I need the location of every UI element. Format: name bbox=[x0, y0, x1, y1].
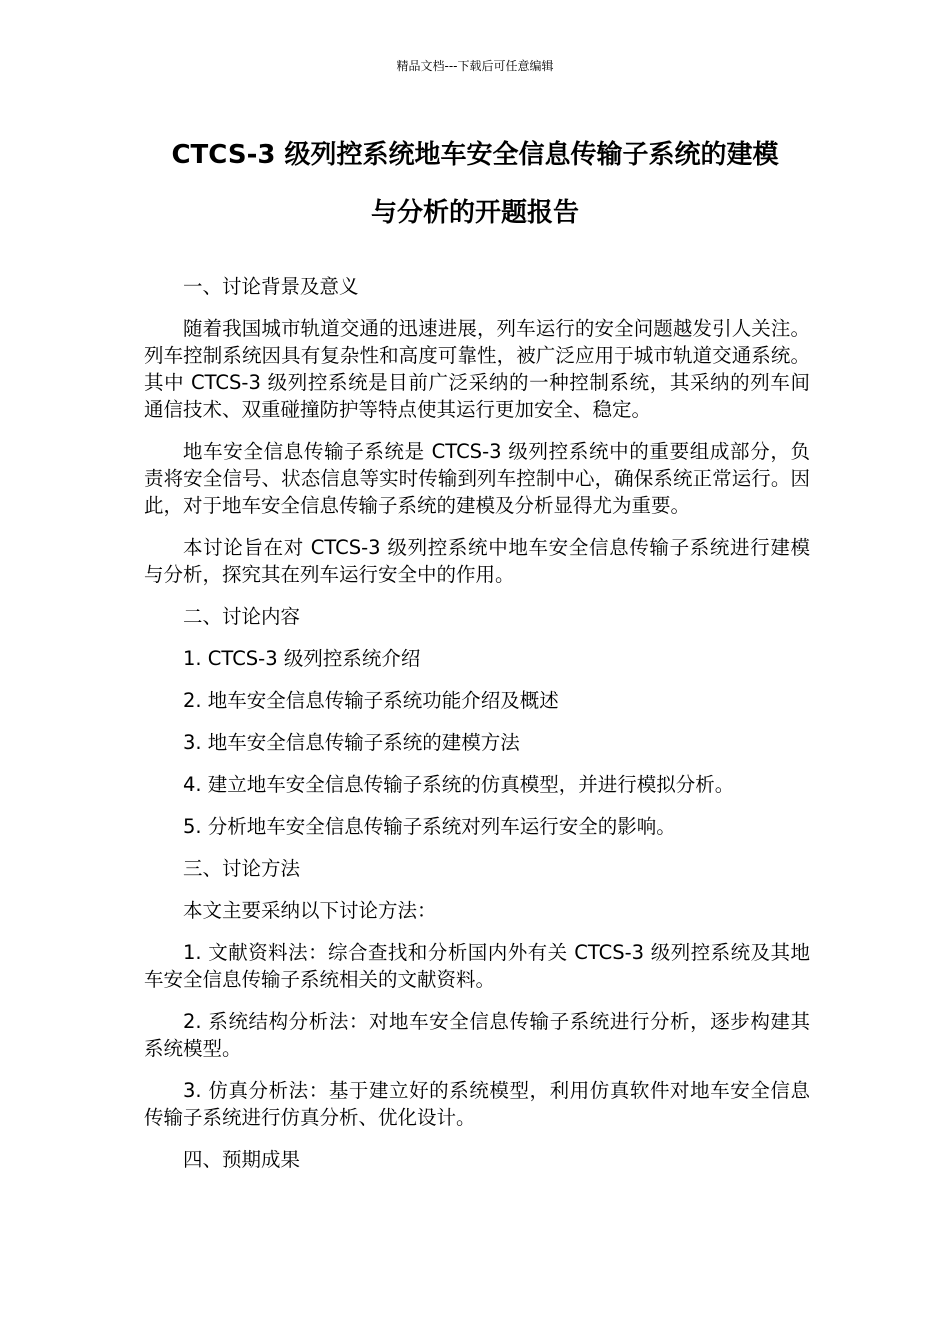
section-heading-content: 二、讨论内容 bbox=[183, 605, 301, 628]
document-title-line-1: CTCS-3 级列控系统地车安全信息传输子系统的建模 bbox=[171, 140, 779, 170]
section-heading-outcomes: 四、预期成果 bbox=[183, 1148, 301, 1171]
list-item: 3. 地车安全信息传输子系统的建模方法 bbox=[183, 731, 520, 754]
list-item: 4. 建立地车安全信息传输子系统的仿真模型，并进行模拟分析。 bbox=[183, 773, 735, 796]
document-body bbox=[144, 273, 810, 1173]
body-paragraph: 地车安全信息传输子系统是 CTCS-3 级列控系统中的重要组成部分，负责将安全信号、状态信息等实时传输到列车控制中心，确保系统正常运行。因此，对于地车安全信息传输子系统的建模及分析显得尤为重要。 bbox=[144, 440, 810, 517]
page-header-note: 精品文档---下载后可任意编辑 bbox=[396, 59, 554, 73]
list-item: 2. 地车安全信息传输子系统功能介绍及概述 bbox=[183, 689, 559, 712]
list-item: 5. 分析地车安全信息传输子系统对列车运行安全的影响。 bbox=[183, 815, 676, 838]
list-item: 1. 文献资料法：综合查找和分析国内外有关 CTCS-3 级列控系统及其地车安全信息传输子系统相关的文献资料。 bbox=[144, 941, 810, 991]
section-heading-background: 一、讨论背景及意义 bbox=[183, 275, 359, 298]
list-item: 3. 仿真分析法：基于建立好的系统模型，利用仿真软件对地车安全信息传输子系统进行仿真分析、优化设计。 bbox=[144, 1079, 810, 1129]
list-item: 2. 系统结构分析法：对地车安全信息传输子系统进行分析，逐步构建其系统模型。 bbox=[144, 1010, 810, 1060]
section-heading-method: 三、讨论方法 bbox=[183, 857, 301, 880]
body-paragraph: 随着我国城市轨道交通的迅速进展，列车运行的安全问题越发引人关注。列车控制系统因具有复杂性和高度可靠性，被广泛应用于城市轨道交通系统。其中 CTCS-3 级列控系统是目前广泛采纳的一种控制系统，其采纳的列车间通信技术、双重碰撞防护等特点使其运行更加安全、稳定。 bbox=[144, 317, 810, 421]
list-item: 1. CTCS-3 级列控系统介绍 bbox=[183, 647, 421, 670]
body-paragraph: 本文主要采纳以下讨论方法： bbox=[183, 899, 437, 922]
document-title-line-2: 与分析的开题报告 bbox=[370, 198, 579, 228]
body-paragraph: 本讨论旨在对 CTCS-3 级列控系统中地车安全信息传输子系统进行建模与分析，探究其在列车运行安全中的作用。 bbox=[144, 536, 810, 586]
